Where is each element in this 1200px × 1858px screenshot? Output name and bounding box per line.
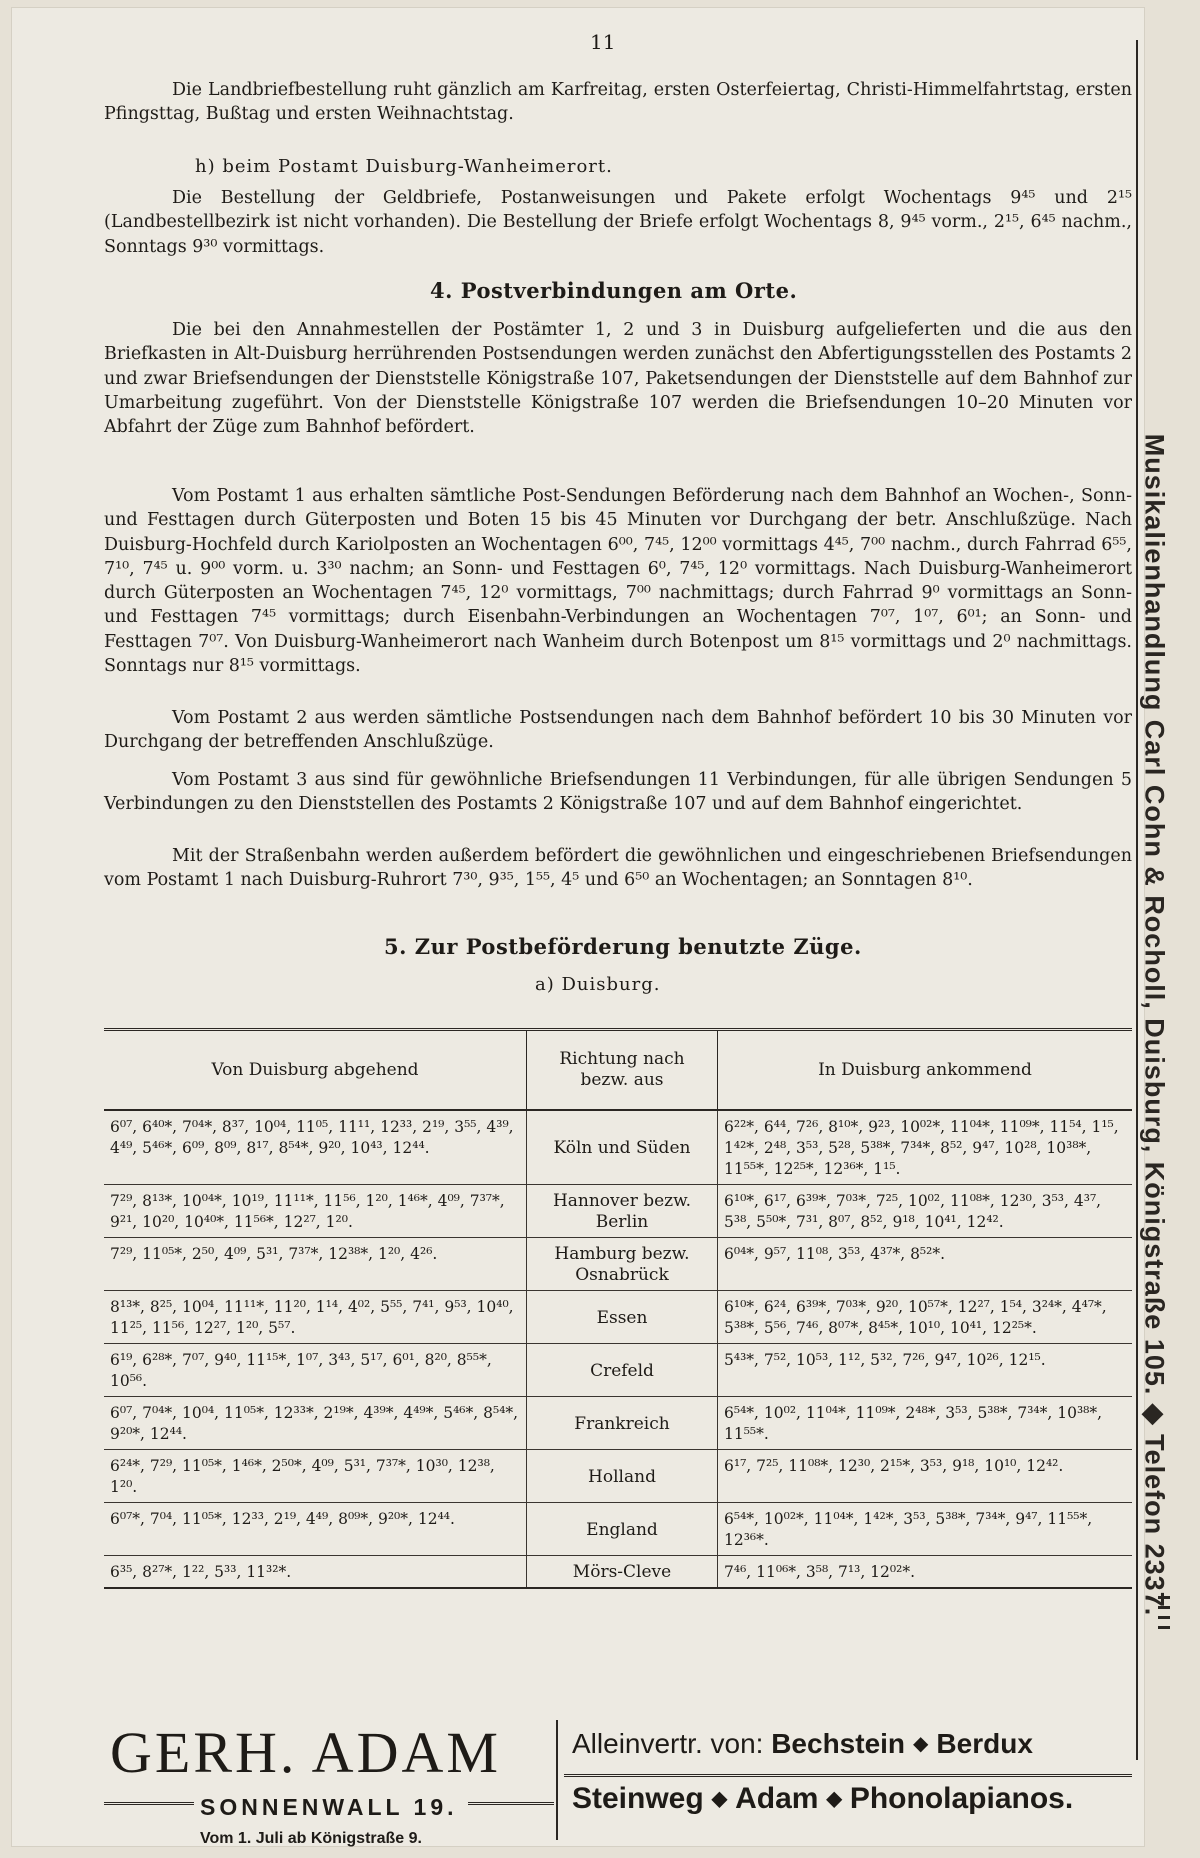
- row-depart: 6³⁵, 8²⁷*, 1²², 5³³, 11³²*.: [104, 1556, 527, 1589]
- section-5-subtitle: a) Duisburg.: [535, 974, 661, 995]
- row-depart: 6⁰⁷*, 7⁰⁴, 11⁰⁵*, 12³³, 2¹⁹, 4⁴⁹, 8⁰⁹*, 9²⁰*, 12⁴⁴.: [104, 1503, 527, 1556]
- section-4-paragraph-2: Vom Postamt 1 aus erhalten sämtliche Post-Sendungen Beförderung nach dem Bahnhof an Wochen-, Sonn- und Festtagen durch Güterposten und Boten 15 bis 45 Minuten vor Durchgang der betr. Anschlußzüge. Nach Duisburg-Hochfeld durch Kariolposten an Wochentagen 6⁰⁰, 7⁴⁵, 12⁰⁰ vormittags 4⁴⁵, 7⁰⁰ nachm., durch Fahrrad 6⁵⁵, 7¹⁰, 7⁴⁵ u. 9⁰⁰ vorm. u. 3³⁰ nachm; an Sonn- und Festtagen 6⁰, 7⁴⁵, 12⁰ vormittags. Nach Duisburg-Wanheimerort durch Güterposten an Wochentagen 7⁴⁵, 12⁰ vormittags, 7⁰⁰ nachmittags; durch Fahrrad 9⁰ vormittags an Sonn- und Festtagen 7⁴⁵ vormittags; durch Eisenbahn-Verbindungen an Wochentagen 7⁰⁷, 1⁰⁷, 6⁰¹; an Sonn- und Festtagen 7⁰⁷. Von Duisburg-Wanheimerort nach Wanheim durch Botenpost um 8¹⁵ vormittags und 2⁰ nachmittags. Sonntags nur 8¹⁵ vormittags.: [104, 486, 1132, 677]
- page-number: 11: [590, 30, 616, 54]
- row-depart: 6¹⁹, 6²⁸*, 7⁰⁷, 9⁴⁰, 11¹⁵*, 1⁰⁷, 3⁴³, 5¹⁷, 6⁰¹, 8²⁰, 8⁵⁵*, 10⁵⁶.: [104, 1344, 527, 1397]
- sidebar-advertisement-text: Musikalienhandlung Carl Cohn & Rocholl, Duisburg, Königstraße 105. ◆ Telefon 2337.: [1139, 433, 1170, 1617]
- row-direction: Holland: [527, 1450, 718, 1503]
- table-row: [104, 1344, 1132, 1397]
- table-row: [104, 1238, 1132, 1291]
- table-row: [104, 1450, 1132, 1503]
- row-arrive: 6⁰⁴*, 9⁵⁷, 11⁰⁸, 3⁵³, 4³⁷*, 8⁵²*.: [718, 1238, 1133, 1291]
- ad-note: Vom 1. Juli ab Königstraße 9.: [200, 1830, 422, 1847]
- section-4-paragraph-5: Mit der Straßenbahn werden außerdem befördert die gewöhnlichen und eingeschriebenen Briefsendungen vom Postamt 1 nach Duisburg-Ruhrort 7³⁰, 9³⁵, 1⁵⁵, 4⁵ und 6⁵⁰ an Wochentagen; an Sonntagen 8¹⁰.: [104, 846, 1132, 891]
- section-5-title: 5. Zur Postbeförderung benutzte Züge.: [384, 934, 862, 959]
- ad-address: SONNENWALL 19.: [200, 1794, 458, 1820]
- row-arrive: 6¹⁷, 7²⁵, 11⁰⁸*, 12³⁰, 2¹⁵*, 3⁵³, 9¹⁸, 10¹⁰, 12⁴².: [718, 1450, 1133, 1503]
- ad-rule-middle: [564, 1774, 1132, 1777]
- row-depart: 6⁰⁷, 6⁴⁰*, 7⁰⁴*, 8³⁷, 10⁰⁴, 11⁰⁵, 11¹¹, 12³³, 2¹⁹, 3⁵⁵, 4³⁹, 4⁴⁹, 5⁴⁶*, 6⁰⁹, 8⁰⁹, 8¹⁷, 8⁵⁴*, 9²⁰, 10⁴³, 12⁴⁴.: [104, 1110, 527, 1185]
- table-row: [104, 1397, 1132, 1450]
- table-row: [104, 1110, 1132, 1185]
- row-arrive: 7⁴⁶, 11⁰⁶*, 3⁵⁸, 7¹³, 12⁰²*.: [718, 1556, 1133, 1589]
- header-departing: Von Duisburg abgehend: [104, 1030, 527, 1111]
- diamond-icon: ◆: [711, 1788, 728, 1810]
- section-4-title: 4. Postverbindungen am Orte.: [430, 278, 798, 303]
- ad-brand-steinweg: Steinweg: [572, 1782, 704, 1815]
- table-row: [104, 1291, 1132, 1344]
- ad-company-name: GERH. ADAM: [110, 1720, 501, 1785]
- header-direction: Richtung nach bezw. aus: [527, 1030, 718, 1111]
- section-4-paragraph-3: Vom Postamt 2 aus werden sämtliche Postsendungen nach dem Bahnhof befördert 10 bis 30 Minuten vor Durchgang der betreffenden Anschlußzüge.: [104, 708, 1132, 753]
- row-arrive: 6¹⁰*, 6²⁴, 6³⁹*, 7⁰³*, 9²⁰, 10⁵⁷*, 12²⁷, 1⁵⁴, 3²⁴*, 4⁴⁷*, 5³⁸*, 5⁵⁶, 7⁴⁶, 8⁰⁷*, 8⁴⁵*, 10¹⁰, 10⁴¹, 12²⁵*.: [718, 1291, 1133, 1344]
- ad-brand-adam: Adam: [735, 1782, 819, 1815]
- section-4-paragraph-4: Vom Postamt 3 aus sind für gewöhnliche Briefsendungen 11 Verbindungen, für alle übrigen Sendungen 5 Verbindungen zu den Dienststellen des Postamts 2 Königstraße 107 und auf dem Bahnhof eingerichtet.: [104, 770, 1132, 815]
- row-depart: 6⁰⁷, 7⁰⁴*, 10⁰⁴, 11⁰⁵*, 12³³*, 2¹⁹*, 4³⁹*, 4⁴⁹*, 5⁴⁶*, 8⁵⁴*, 9²⁰*, 12⁴⁴.: [104, 1397, 527, 1450]
- row-direction: Köln und Süden: [527, 1110, 718, 1185]
- ad-brand-bechstein: Bechstein: [771, 1728, 906, 1759]
- row-direction: Crefeld: [527, 1344, 718, 1397]
- subsection-h-heading: h) beim Postamt Duisburg-Wanheimerort.: [195, 156, 613, 177]
- row-arrive: 5⁴³*, 7⁵², 10⁵³, 1¹², 5³², 7²⁶, 9⁴⁷, 10²⁶, 12¹⁵.: [718, 1344, 1133, 1397]
- row-depart: 7²⁹, 8¹³*, 10⁰⁴*, 10¹⁹, 11¹¹*, 11⁵⁶, 1²⁰, 1⁴⁶*, 4⁰⁹, 7³⁷*, 9²¹, 10²⁰, 10⁴⁰*, 11⁵⁶*, 12²⁷, 1²⁰.: [104, 1185, 527, 1238]
- row-depart: 7²⁹, 11⁰⁵*, 2⁵⁰, 4⁰⁹, 5³¹, 7³⁷*, 12³⁸*, 1²⁰, 4²⁶.: [104, 1238, 527, 1291]
- row-direction: Essen: [527, 1291, 718, 1344]
- ad-line-1: [572, 1728, 1033, 1760]
- ad-rule-right: [468, 1802, 554, 1805]
- row-arrive: 6⁵⁴*, 10⁰²*, 11⁰⁴*, 1⁴²*, 3⁵³, 5³⁸*, 7³⁴*, 9⁴⁷, 11⁵⁵*, 12³⁶*.: [718, 1503, 1133, 1556]
- sidebar-rule: [1158, 1626, 1170, 1629]
- row-arrive: 6⁵⁴*, 10⁰², 11⁰⁴*, 11⁰⁹*, 2⁴⁸*, 3⁵³, 5³⁸*, 7³⁴*, 10³⁸*, 11⁵⁵*.: [718, 1397, 1133, 1450]
- sidebar-rule: [1158, 1616, 1170, 1619]
- ad-brand-berdux: Berdux: [936, 1728, 1033, 1759]
- ad-line-2: [572, 1782, 1073, 1816]
- row-depart: 8¹³*, 8²⁵, 10⁰⁴, 11¹¹*, 11²⁰, 1¹⁴, 4⁰², 5⁵⁵, 7⁴¹, 9⁵³, 10⁴⁰, 11²⁵, 11⁵⁶, 12²⁷, 1²⁰, 5⁵⁷.: [104, 1291, 527, 1344]
- subsection-h-text: Die Bestellung der Geldbriefe, Postanweisungen und Pakete erfolgt Wochentags 9⁴⁵ und 2¹⁵ (Landbestellbezirk ist nicht vorhanden). Die Bestellung der Briefe erfolgt Wochentags 8, 9⁴⁵ vorm., 2¹⁵, 6⁴⁵ nachm., Sonntags 9³⁰ vormittags.: [104, 188, 1132, 257]
- table-row: [104, 1185, 1132, 1238]
- row-direction: Frankreich: [527, 1397, 718, 1450]
- ad-line1-prefix: Alleinvertr. von:: [572, 1728, 764, 1759]
- table-header-row: [104, 1030, 1132, 1111]
- row-arrive: 6²²*, 6⁴⁴, 7²⁶, 8¹⁰*, 9²³, 10⁰²*, 11⁰⁴*, 11⁰⁹*, 11⁵⁴, 1¹⁵, 1⁴²*, 2⁴⁸, 3⁵³, 5²⁸, 5³⁸*, 7³⁴*, 8⁵², 9⁴⁷, 10²⁸, 10³⁸*, 11⁵⁵*, 12²⁵*, 12³⁶*, 1¹⁵.: [718, 1110, 1133, 1185]
- header-arriving: In Duisburg ankommend: [718, 1030, 1133, 1111]
- row-direction: England: [527, 1503, 718, 1556]
- row-arrive: 6¹⁰*, 6¹⁷, 6³⁹*, 7⁰³*, 7²⁵, 10⁰², 11⁰⁸*, 12³⁰, 3⁵³, 4³⁷, 5³⁸, 5⁵⁰*, 7³¹, 8⁰⁷, 8⁵², 9¹⁸, 10⁴¹, 12⁴².: [718, 1185, 1133, 1238]
- ad-divider: [556, 1720, 558, 1840]
- row-direction: Mörs-Cleve: [527, 1556, 718, 1589]
- row-depart: 6²⁴*, 7²⁹, 11⁰⁵*, 1⁴⁶*, 2⁵⁰*, 4⁰⁹, 5³¹, 7³⁷*, 10³⁰, 12³⁸, 1²⁰.: [104, 1450, 527, 1503]
- table-row: [104, 1556, 1132, 1589]
- diamond-icon: ◆: [826, 1788, 842, 1810]
- diamond-icon: ◆: [913, 1733, 929, 1755]
- row-direction: Hannover bezw. Berlin: [527, 1185, 718, 1238]
- train-table: [104, 1028, 1132, 1589]
- ad-brand-phonolapianos: Phonolapianos.: [849, 1782, 1074, 1815]
- row-direction: Hamburg bezw. Osnabrück: [527, 1238, 718, 1291]
- table-row: [104, 1503, 1132, 1556]
- intro-paragraph: Die Landbriefbestellung ruht gänzlich am Karfreitag, ersten Osterfeiertag, Christi-Himmelfahrtstag, ersten Pfingsttag, Bußtag und ersten Weihnachtstag.: [104, 80, 1132, 125]
- section-4-paragraph-1: Die bei den Annahmestellen der Postämter 1, 2 und 3 in Duisburg aufgelieferten und die aus den Briefkasten in Alt-Duisburg herrührenden Postsendungen werden zunächst den Abfertigungsstellen des Postamts 2 und zwar Briefsendungen der Dienststelle Königstraße 107, Paketsendungen der Dienststelle auf dem Bahnhof zur Umarbeitung zugeführt. Von der Dienststelle Königstraße 107 werden die Briefsendungen 10–20 Minuten vor Abfahrt der Züge zum Bahnhof befördert.: [104, 320, 1132, 438]
- ad-rule-left: [104, 1802, 194, 1805]
